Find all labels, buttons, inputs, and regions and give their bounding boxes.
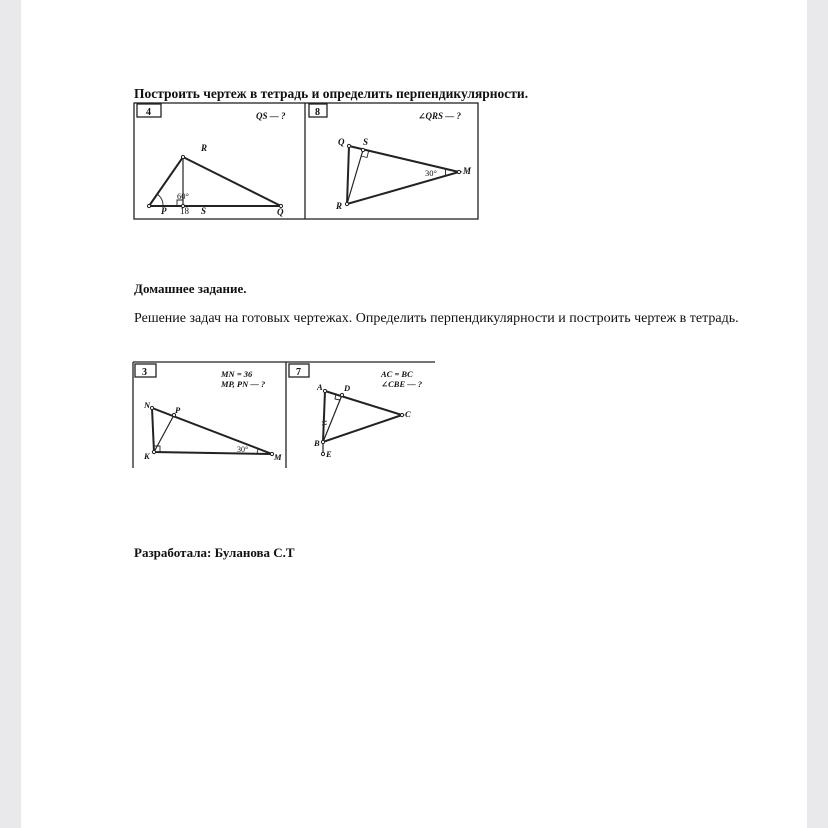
task8-label-Q: Q — [338, 137, 345, 147]
task3-label-N: N — [144, 400, 151, 410]
task8-label-S: S — [363, 137, 369, 147]
task7-given: AC = BC — [381, 369, 413, 379]
homework-text: Решение задач на готовых чертежах. Определить перпендикулярности и построить чертеж в тетрадь. — [134, 311, 739, 326]
task3-angle-label: 30° — [237, 445, 249, 454]
task8-angle-arc — [445, 168, 446, 176]
task3-triangle — [152, 408, 272, 454]
task8-question: ∠QRS — ? — [418, 111, 462, 121]
task8-label-M: M — [463, 166, 472, 176]
task3-number: 3 — [142, 367, 147, 378]
task3-label-K: K — [144, 451, 150, 461]
task7-segment-BD — [323, 395, 342, 442]
task7-tick-1 — [322, 421, 327, 422]
task8-number: 8 — [315, 107, 320, 118]
task7-number: 7 — [296, 367, 301, 378]
task8-label-R: R — [336, 201, 343, 211]
task4-angle-arc — [157, 194, 163, 206]
task4-triangle — [149, 157, 281, 206]
task3-perpendicular — [154, 415, 174, 452]
homework-title: Домашнее задание. — [134, 281, 247, 296]
task4-label-Q: Q — [277, 207, 284, 217]
task3-label-M: M — [274, 452, 282, 462]
task7-label-A: A — [317, 382, 323, 392]
task7-label-E: E — [326, 449, 332, 459]
task4-angle-label: 60° — [177, 191, 189, 201]
bottom-figures-panel — [133, 362, 453, 472]
task3-label-P: P — [175, 405, 181, 415]
task7-label-C: C — [405, 409, 411, 419]
task8-triangle — [347, 146, 459, 204]
task7-label-B: B — [314, 438, 320, 448]
task3-given: MN = 36 — [221, 369, 253, 379]
task4-question: QS — ? — [256, 111, 286, 121]
task4-number: 4 — [146, 107, 151, 118]
top-figures-panel — [133, 102, 503, 224]
task3-question: MP, PN — ? — [221, 379, 266, 389]
task4-label-R: R — [201, 143, 208, 153]
task-heading: Построить чертеж в тетрадь и определить перпендикулярности. — [134, 86, 529, 101]
task4-label-P: P — [161, 206, 167, 216]
document-page — [21, 0, 807, 828]
author-line: Разработала: Буланова С.Т — [134, 545, 295, 560]
task4-label-S: S — [201, 206, 207, 216]
task7-label-D: D — [344, 383, 351, 393]
task8-angle-label: 30° — [425, 168, 437, 178]
task7-question: ∠CBE — ? — [381, 379, 423, 389]
task4-segment-label: 18 — [180, 206, 189, 216]
